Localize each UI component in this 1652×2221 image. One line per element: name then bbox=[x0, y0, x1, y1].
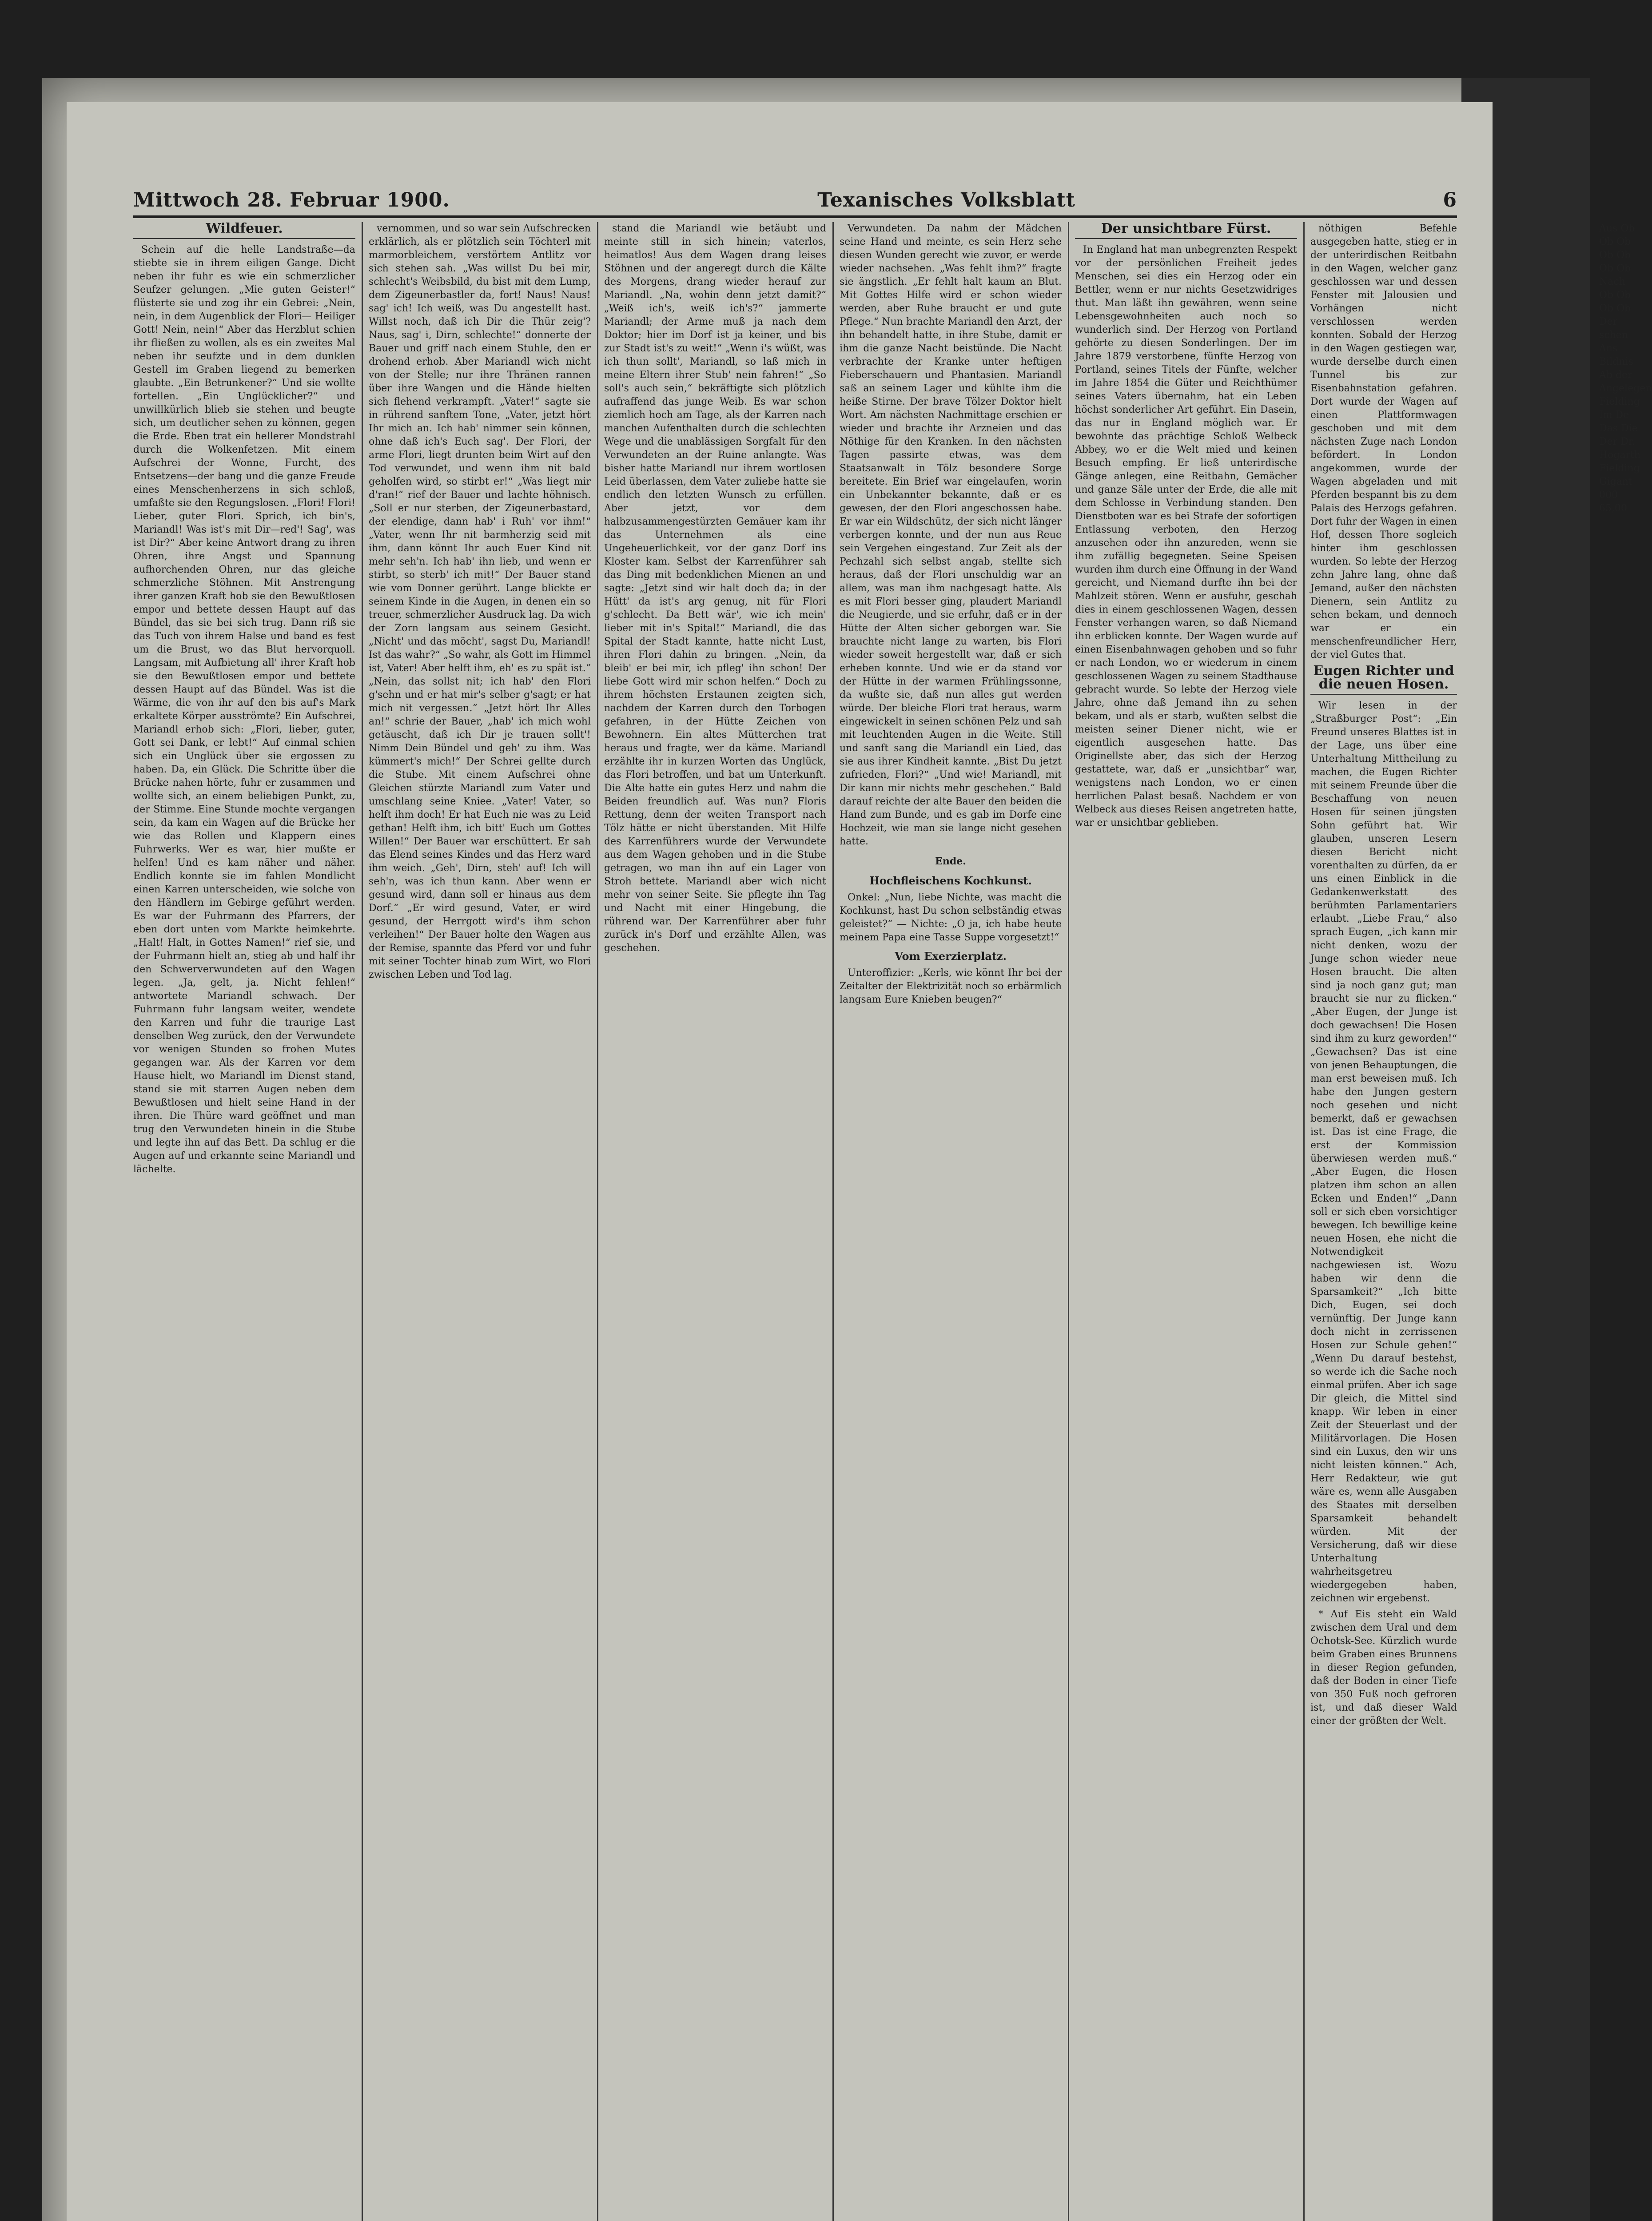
adjacent-page-strip bbox=[1599, 222, 1652, 2177]
anecdote-kochkunst: Onkel: „Nun, liebe Nichte, was macht die Kochkunst, hast Du schon selbständig etwas geleistet?“ — Nichte: „O ja, ich habe heute meinem Papa eine Tasse Suppe vorgesetzt!“ bbox=[840, 892, 1062, 943]
masthead bbox=[133, 187, 1457, 213]
column-5 bbox=[1075, 222, 1297, 2221]
column-divider bbox=[1068, 222, 1069, 2221]
column-6-richter-text: Wir lesen in der „Straßburger Post“: „Ein Freund unseres Blattes ist in der Lage, uns über eine Unterhaltung Mittheilung zu machen, die Eugen Richter mit seinem Freunde über die Beschaffung von neuen Hosen für seinen jüngsten Sohn geführt hat. Wir glauben, unseren Lesern diesen Bericht nicht vorenthalten zu dürfen, da er uns einen Einblick in die Gedankenwerkstatt des berühmten Parlamentariers erlaubt. „Liebe Frau,“ also sprach Eugen, „ich kann mir nicht denken, wozu der Junge schon wieder neue Hosen braucht. Die alten sind ja noch ganz gut; man braucht sie nur zu flicken.“ „Aber Eugen, der Junge ist doch gewachsen! Die Hosen sind ihm zu kurz geworden!“ „Gewachsen? Das ist eine von jenen Behauptungen, die man erst beweisen muß. Ich habe den Jungen gestern noch gesehen und nicht bemerkt, daß er gewachsen ist. Das ist eine Frage, die erst der Kommission überwiesen werden muß.“ „Aber Eugen, die Hosen platzen ihm schon an allen Ecken und Enden!“ „Dann soll er sich eben vorsichtiger bewegen. Ich bewillige keine neuen Hosen, ehe nicht die Notwendigkeit nachgewiesen ist. Wozu haben wir denn die Sparsamkeit?“ „Ich bitte Dich, Eugen, sei doch vernünftig. Der Junge kann doch nicht in zerrissenen Hosen zur Schule gehen!“ „Wenn Du darauf bestehst, so werde ich die Sache noch einmal prüfen. Aber ich sage Dir gleich, die Mittel sind knapp. Wir leben in einer Zeit der Steuerlast und der Militärvorlagen. Die Hosen sind ein Luxus, den wir uns nicht leisten können.“ Ach, Herr Redakteur, wie gut wäre es, wenn alle Ausgaben des Staates mit derselben Sparsamkeit behandelt würden. Mit der Versicherung, daß wir diese Unterhaltung wahrheitsgetreu wiedergegeben haben, zeichnen wir ergebenst. bbox=[1310, 700, 1457, 1604]
column-2 bbox=[369, 222, 591, 2221]
column-divider bbox=[597, 222, 598, 2221]
column-divider bbox=[1303, 222, 1305, 2221]
column-6 bbox=[1310, 222, 1457, 2221]
story-end-marker: Ende. bbox=[935, 856, 966, 867]
article-title-wildfeuer: Wildfeuer. bbox=[133, 222, 355, 239]
adjacent-page-text: Aus Ob Ob Ob Ob Ob Ob Ob Nach Ob Ob Ob Ob Der schen Ans Bildnis Ab der Angelegen Fielding Im De Das Die Der Dr. Hogarth Fielding Gigant 000 65,00 bbox=[1599, 223, 1652, 514]
anecdote-exerzierplatz: Unteroffizier: „Kerls, wie könnt Ihr bei der Zeitalter der Elektrizität noch so erbärmlich langsam Eure Knieben beugen?“ bbox=[840, 967, 1062, 1005]
column-5-text: In England hat man unbegrenzten Respekt vor der persönlichen Freiheit jedes Menschen, sei dies ein Herzog oder ein Bettler, wenn er nur nichts Gesetzwidriges thut. Man läßt ihn gewähren, wenn seine Lebensgewohnheiten auch noch so wunderlich sind. Der Herzog von Portland gehörte zu diesen Sonderlingen. Der im Jahre 1879 verstorbene, fünfte Herzog von Portland, seines Titels der Fünfte, welcher im Jahre 1854 die Güter und Reichthümer seines Vaters übernahm, hat ein Leben höchst sonderlicher Art geführt. Ein Dasein, das nur in England möglich war. Er bewohnte das prächtige Schloß Welbeck Abbey, wo er die Welt mied und keinen Besuch empfing. Er ließ unterirdische Gänge anlegen, eine Reitbahn, Gemächer und ganze Säle unter der Erde, die alle mit dem Schlosse in Verbindung standen. Den Dienstboten war es bei Strafe der sofortigen Entlassung verboten, den Herzog anzusehen oder ihn anzureden, wenn sie ihm zufällig begegneten. Seine Speisen wurden ihm durch eine Öffnung in der Wand gereicht, und Niemand durfte ihn bei der Mahlzeit stören. Wenn er ausfuhr, geschah dies in einem geschlossenen Wagen, dessen Fenster verhangen waren, so daß Niemand ihn erblicken konnte. Der Wagen wurde auf einen Eisenbahnwagen gehoben und so fuhr er nach London, wo er wiederum in einem geschlossenen Wagen zu seinem Stadthause gebracht wurde. So lebte der Herzog viele Jahre, ohne daß Jemand ihn zu sehen bekam, und als er starb, wußten selbst die meisten seiner Diener nicht, wie er eigentlich ausgesehen hatte. Das Originellste aber, das sich der Herzog gestattete, war, daß er „unsichtbar“ war, wenigstens nach London, wo er einen herrlichen Palast besaß. Nachdem er von Welbeck aus dieses Reisen angetreten hatte, war er unsichtbar geblieben. bbox=[1075, 244, 1297, 828]
anecdote-title-exerzierplatz: Vom Exerzierplatz. bbox=[895, 950, 1007, 963]
column-1-text: Schein auf die helle Landstraße—da stiebte sie in ihrem eiligen Gange. Dicht neben ihr fuhr es wie ein schmerzlicher Seufzer gelungen. „Mie guten Geister!“ flüsterte sie und zog ihr ein Gebrei: „Nein, nein, in dem Augenblick der Flori— Heiliger Gott! Nein, nein!“ Aber das Herzblut schien ihr fließen zu wollen, als es ein zweites Mal neben ihr seufzte und in dem dunklen Gestell im Graben liegend zu bemerken glaubte. „Ein Betrunkener?“ Und sie wollte fortellen. „Ein Unglücklicher?“ und unwillkürlich blieb sie stehen und beugte sich, um deutlicher sehen zu können, gegen die Erde. Eben trat ein hellerer Mondstrahl durch die Wolkenfetzen. Mit einem Aufschrei der Wonne, Furcht, des Entsetzens—der bang und die ganze Freude eines Menschenherzens in sich schloß, umfaßte sie den Regungslosen. „Flori! Flori! Lieber, guter Flori. Sprich, ich bin's, Mariandl! Was ist's mit Dir—red'! Sag', was ist Dir?“ Aber keine Antwort drang zu ihren Ohren, ihre Angst und Spannung aufhorchenden Ohren, nur das gleiche schmerzliche Stöhnen. Mit Anstrengung ihrer ganzen Kraft hob sie den Bewußtlosen empor und bettete dessen Haupt auf das Bündel, das sie bei sich trug. Dann riß sie das Tuch von ihrem Halse und band es fest um die Brust, wo das Blut hervorquoll. Langsam, mit Aufbietung all' ihrer Kraft hob sie den Bewußtlosen empor und bettete dessen Haupt auf das Bündel. Was ist die Wärme, die von ihr auf den bis auf's Mark erkaltete Körper ausströmte? Ein Aufschrei, Mariandl erhob sich: „Flori, lieber, guter, Gott sei Dank, er lebt!“ Auf einmal schien sich ein Unglück über sie ergossen zu haben. Da, ein Glück. Die Schritte über die Brücke nahen hörte, fuhr er zusammen und wollte sich, an einem beliebigen Punkt, zu, der Stimme. Eine Stunde mochte vergangen sein, da kam ein Wagen auf die Brücke her wie das Rollen und Klappern eines Fuhrwerks. Wer es war, hier mußte er helfen! Und es kam näher und näher. Endlich konnte sie im fahlen Mondlicht einen Karren unterscheiden, wie solche von den Händlern im Gebirge geführt werden. Es war der Fuhrmann des Pfarrers, der eben dort unten vom Markte heimkehrte. „Halt! Halt, in Gottes Namen!“ rief sie, und der Fuhrmann hielt an, stieg ab und half ihr den Schwerverwundeten auf den Wagen legen. „Ja, gelt, ja. Nicht fehlen!“ antwortete Mariandl schwach. Der Fuhrmann fuhr langsam weiter, wendete den Karren und fuhr die traurige Last denselben Weg zurück, den der Verwundete vor wenigen Stunden so frohen Mutes gegangen war. Als der Karren vor dem Hause hielt, wo Mariandl im Dienst stand, stand sie mit starren Augen neben dem Bewußtlosen und hielt seine Hand in der ihren. Die Thüre ward geöffnet und man trug den Verwundeten hinein in die Stube und legte ihn auf das Bett. Da schlug er die Augen auf und erkannte seine Mariandl und lächelte. bbox=[133, 244, 355, 1175]
article-title-richter: Eugen Richter und die neuen Hosen. bbox=[1310, 665, 1457, 695]
page-number: 6 bbox=[1443, 188, 1457, 211]
footnote: * Auf Eis steht ein Wald zwischen dem Ural und dem Ochotsk-See. Kürzlich wurde beim Graben eines Brunnens in dieser Region gefunden, daß der Boden in einer Tiefe von 350 Fuß noch gefroren ist, und daß dieser Wald einer der größten der Welt. bbox=[1310, 1609, 1457, 1727]
column-1 bbox=[133, 222, 355, 2221]
column-2-text: vernommen, und so war sein Aufschrecken erklärlich, als er plötzlich sein Töchterl mit marmorbleichem, verstörtem Antlitz vor sich stehen sah. „Was willst Du bei mir, schlecht's Weibsbild, du bist mit dem Lump, dem Zigeunerbastler da, fort! Naus! Naus! sag' ich! Ich weiß, was Du angestellt hast. Willst noch, daß ich Dir die Thür zeig'? Naus, sag' i, Dirn, schlechte!“ donnerte der Bauer und griff nach einem Stuhle, den er drohend erhob. Aber Mariandl wich nicht von der Stelle; nur ihre Thränen rannen über ihre Wangen und die Hände hielten sich flehend verkrampft. „Vater!“ sagte sie in rührend sanftem Tone, „Vater, jetzt hört Ihr mich an. Ich hab' nimmer sein können, ohne daß ich's Euch sag'. Der Flori, der arme Flori, liegt drunten beim Wirt auf den Tod verwundet, und wenn ihm nit bald geholfen wird, so stirbt er!“ „Was liegt mir d'ran!“ rief der Bauer und lachte höhnisch. „Soll er nur sterben, der Zigeunerbastard, der elendige, dann hab' i Ruh' vor ihm!“ „Vater, wenn Ihr nit barmherzig seid mit ihm, dann könnt Ihr auch Euer Kind nit mehr seh'n. Ich hab' ihn lieb, und wenn er stirbt, so sterb' ich mit!“ Der Bauer stand wie vom Donner gerührt. Lange blickte er seinem Kinde in die Augen, in denen ein so treuer, schmerzlicher Ausdruck lag. Da wich der Zorn langsam aus seinem Gesicht. „Nicht' und das möcht', sagst Du, Mariandl! Ist das wahr?“ „So wahr, als Gott im Himmel ist, Vater! Aber helft ihm, eh' es zu spät ist.“ „Nein, das sollst nit; ich hab' den Flori g'sehn und er hat mir's selber g'sagt; er hat mich nit vergessen.“ „Jetzt hört Ihr Alles an!“ schrie der Bauer, „hab' ich mich wohl getäuscht, daß ich Dir je trauen sollt'! Nimm Dein Bündel und geh' zu ihm. Was kümmert's mich!“ Der Schrei gellte durch die Stube. Mit einem Aufschrei ohne Gleichen stürzte Mariandl zum Vater und umschlang seine Kniee. „Vater! Vater, so helft ihm doch! Er hat Euch nie was zu Leid gethan! Helft ihm, ich bitt' Euch um Gottes Willen!“ Der Bauer war erschüttert. Er sah das Elend seines Kindes und das Herz ward ihm weich. „Geh', Dirn, steh' auf! Ich will seh'n, was ich thun kann. Aber wenn er gesund wird, dann soll er hinaus aus dem Dorf.“ „Er wird gesund, Vater, er wird gesund, der Herrgott wird's ihm schon verleihen!“ Der Bauer holte den Wagen aus der Remise, spannte das Pferd vor und fuhr mit seiner Tochter hinab zum Wirt, wo Flori zwischen Leben und Tod lag. bbox=[369, 223, 591, 980]
anecdote-title-kochkunst: Hochfleischens Kochkunst. bbox=[869, 874, 1032, 887]
column-divider bbox=[832, 222, 834, 2221]
column-divider bbox=[362, 222, 363, 2221]
masthead-title: Texanisches Volksblatt bbox=[817, 188, 1076, 211]
masthead-date: Mittwoch 28. Februar 1900. bbox=[133, 188, 450, 211]
column-6-text: nöthigen Befehle ausgegeben hatte, stieg er in der unterirdischen Reitbahn in den Wagen, welcher ganz geschlossen war und dessen Fenster mit Jalousien und Vorhängen nicht verschlossen werden konnten. Sobald der Herzog in den Wagen gestiegen war, wurde derselbe durch einen Tunnel bis zur Eisenbahnstation gefahren. Dort wurde der Wagen auf einen Plattformwagen geschoben und mit dem nächsten Zuge nach London befördert. In London angekommen, wurde der Wagen abgeladen und mit Pferden bespannt bis zu dem Palais des Herzogs gefahren. Dort fuhr der Wagen in einen Hof, dessen Thore sogleich hinter ihm geschlossen wurden. So lebte der Herzog zehn Jahre lang, ohne daß Jemand, außer den nächsten Dienern, sein Antlitz zu sehen bekam, und dennoch war er ein menschenfreundlicher Herr, der viel Gutes that. bbox=[1310, 223, 1457, 661]
column-3 bbox=[604, 222, 826, 2221]
column-3-text: stand die Mariandl wie betäubt und meinte still in sich hinein; vaterlos, heimatlos! Aus dem Wagen drang leises Stöhnen und der angeregt durch die Kälte des Morgens, drang wieder herauf zur Mariandl. „Na, wohin denn jetzt damit?“ „Weiß ich's, weiß ich's?“ jammerte Mariandl; der Arme muß ja nach dem Doktor; hier im Dorf ist ja keiner, und bis zur Stadt ist's zu weit!“ „Wenn i's wüßt, was ich thun sollt', Mariandl, so laß mich in meine Eltern ihrer Stub' nein fahren!“ „So soll's auch sein,“ bekräftigte sich plötzlich aufraffend das junge Weib. Es war schon ziemlich hoch am Tage, als der Karren nach manchen Aufenthalten durch die schlechten Wege und die unablässigen Sorgfalt für den Verwundeten an der Ruine anlangte. Was bisher hatte Mariandl nur ihrem wortlosen Leid überlassen, dem Vater zuliebe hatte sie endlich den letzten Wunsch zu erfüllen. Aber jetzt, vor dem halbzusammengestürzten Gemäuer kam ihr das Unternehmen als eine Ungeheuerlichkeit, vor der ganz Dorf ins Kloster kam. Selbst der Karrenführer sah das Ding mit bedenklichen Mienen an und sagte: „Jetzt sind wir halt doch da; in der Hütt' da ist's arg genug, nit für Flori g'schlecht. Da Bett wär', wie ich mein' lieber mit in's Spital!“ Mariandl, die das Spital der Stadt kannte, hatte nicht Lust, ihren Flori dahin zu bringen. „Nein, da bleib' er bei mir, ich pfleg' ihn schon! Der liebe Gott wird mir schon helfen.“ Doch zu ihrem höchsten Erstaunen zeigten sich, nachdem der Karren durch den Torbogen gefahren, in der Hütte Zeichen von Bewohnern. Ein altes Mütterchen trat heraus und fragte, wer da käme. Mariandl erzählte ihr in kurzen Worten das Unglück, das Flori betroffen, und bat um Unterkunft. Die Alte hatte ein gutes Herz und nahm die Beiden freundlich auf. Was nun? Floris Rettung, denn der weiten Transport nach Tölz hätte er nicht überstanden. Mit Hilfe des Karrenführers wurde der Verwundete aus dem Wagen gehoben und in die Stube getragen, wo man ihn auf ein Lager von Stroh bettete. Mariandl aber wich nicht mehr von seiner Seite. Sie pflegte ihn Tag und Nacht mit einer Hingebung, die rührend war. Der Karrenführer aber fuhr zurück in's Dorf und erzählte Allen, was geschehen. bbox=[604, 223, 826, 954]
masthead-rule bbox=[133, 215, 1457, 218]
column-4 bbox=[840, 222, 1062, 2221]
column-4-text: Verwundeten. Da nahm der Mädchen seine Hand und meinte, es sein Herz sehe diesen Wunden gerecht wie zuvor, er werde wieder nachsehen. „Was fehlt ihm?“ fragte sie ängstlich. „Er fehlt halt kaum an Blut. Mit Gottes Hilfe wird er schon wieder werden, aber Ruhe braucht er und gute Pflege.“ Nun brachte Mariandl den Arzt, der ihn behandelt hatte, in ihre Stube, damit er ihm die ganze Nacht beistünde. Die Nacht verbrachte der Kranke unter heftigen Fieberschauern und Phantasien. Mariandl saß an seinem Lager und kühlte ihm die heiße Stirne. Der brave Tölzer Doktor hielt Wort. Am nächsten Nachmittage erschien er wieder und brachte ihr Arzneien und das Nöthige für den Kranken. In den nächsten Tagen passirte etwas, was dem Staatsanwalt in Tölz besondere Sorge bereitete. Ein Brief war eingelaufen, worin ein Unbekannter bekannte, daß er es gewesen, der den Flori angeschossen habe. Er war ein Wildschütz, der sich nicht länger verbergen konnte, und der nun aus Reue sein Vergehen eingestand. Zur Zeit als der Pechzahl sich selbst angab, stellte sich heraus, daß der Flori unschuldig war an allem, was man ihm nachgesagt hatte. Als es mit Flori besser ging, plaudert Mariandl die Neugierde, und sie erfuhr, daß er in der Hütte der Alten sicher geborgen war. Sie brauchte nicht lange zu warten, bis Flori wieder soweit hergestellt war, daß er sich erheben konnte. Und wie er da stand vor der Hütte in der warmen Frühlingssonne, da wußte sie, daß nun alles gut werden würde. Der bleiche Flori trat heraus, warm eingewickelt in seinen schönen Pelz und sah mit leuchtenden Augen in die Weite. Still und sanft sang die Mariandl ein Lied, das sie aus ihrer Kindheit kannte. „Bist Du jetzt zufrieden, Flori?“ „Und wie! Mariandl, mit Dir kann mir nichts mehr geschehen.“ Bald darauf reichte der alte Bauer den beiden die Hand zum Bunde, und es gab im Dorfe eine Hochzeit, wie man sie lange nicht gesehen hatte. bbox=[840, 223, 1062, 847]
article-title-fuerst: Der unsichtbare Fürst. bbox=[1075, 222, 1297, 239]
